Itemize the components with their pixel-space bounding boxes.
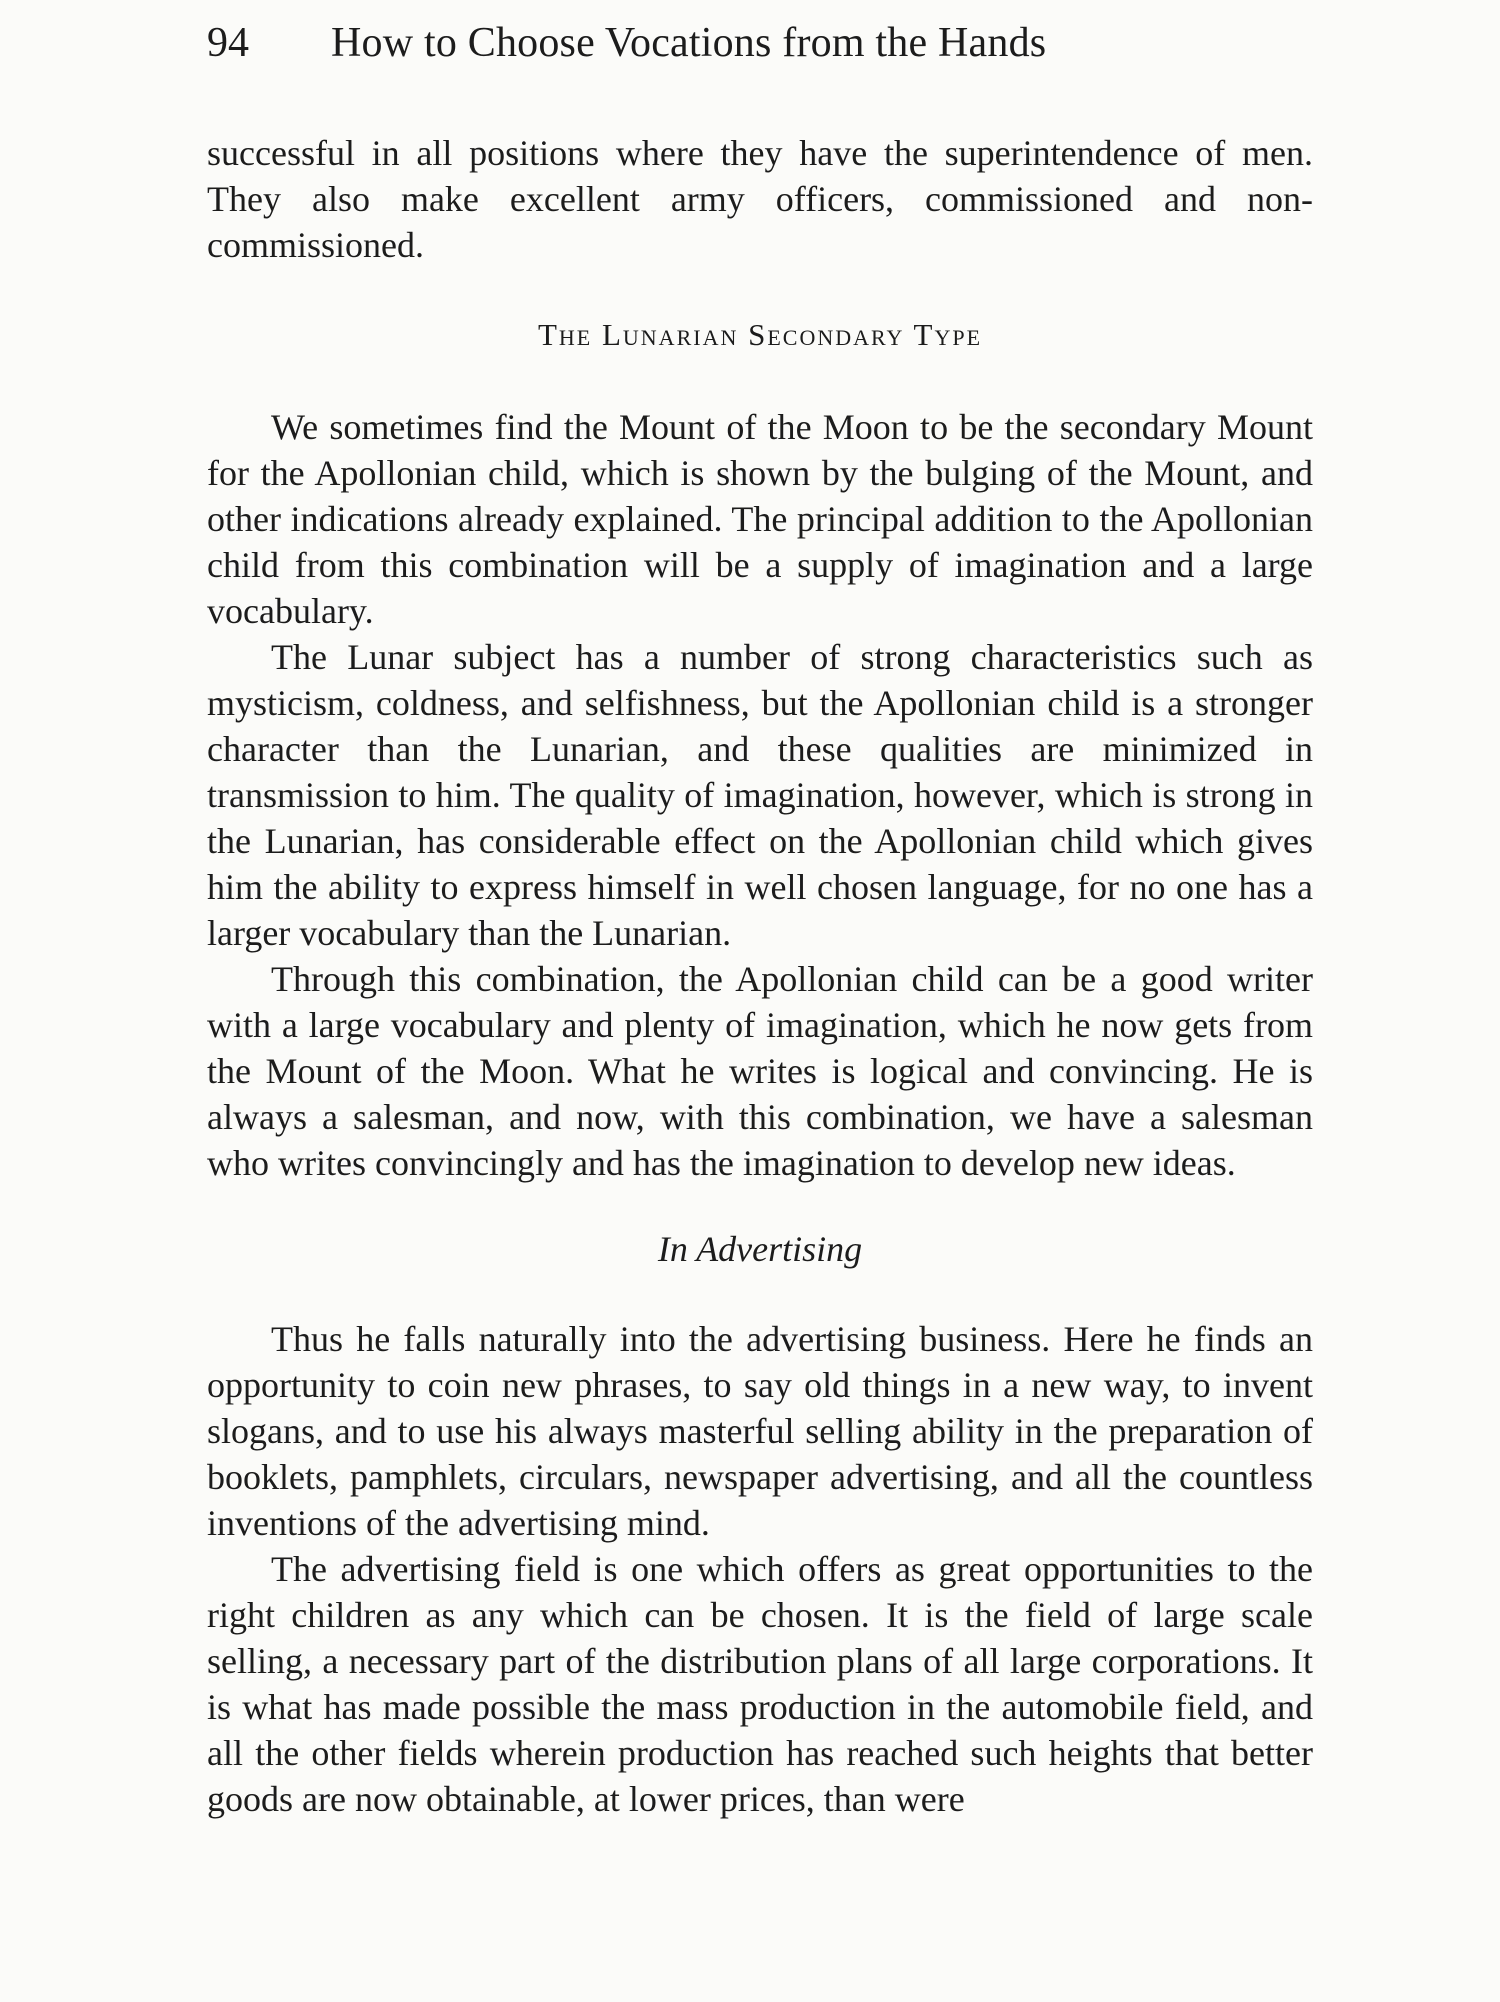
paragraph-3: Through this combination, the Apollonian child can be a good writer with a large vocabulary and plenty of imagination, which he now gets from the Mount of the Moon. What he writes is logical and convincing. He is always a salesman, and now, with this combination, we have a salesman who writes convincingly and has the imagination to develop new ideas. bbox=[207, 959, 1313, 1183]
book-title: How to Choose Vocations from the Hands bbox=[331, 20, 1047, 66]
paragraph-5: The advertising field is one which offers as great opportunities to the right children as any which can be chosen. It is the field of large scale selling, a necessary part of the distribution plans of all large corporations. It is what has made possible the mass production in the automobile field, and all the other fields wherein production has reached such heights that better goods are now obtainable, at lower prices, than were bbox=[207, 1549, 1313, 1819]
running-head bbox=[207, 20, 1313, 80]
text-block bbox=[207, 20, 1313, 1822]
paragraph-1: We sometimes find the Mount of the Moon to be the secondary Mount for the Apollonian child, which is shown by the bulging of the Mount, and other indications already explained. The principal addition to the Apollonian child from this combination will be a supply of imagination and a large vocabulary. bbox=[207, 407, 1313, 631]
section-heading: The Lunarian Secondary Type bbox=[537, 317, 983, 352]
paragraph-2: The Lunar subject has a number of strong characteristics such as mysticism, coldness, and selfishness, but the Apollonian child is a stronger character than the Lunarian, and these qualities are minimized in transmission to him. The quality of imagination, however, which is strong in the Lunarian, has considerable effect on the Apollonian child which gives him the ability to express himself in well chosen language, for no one has a larger vocabulary than the Lunarian. bbox=[207, 637, 1313, 953]
page-number: 94 bbox=[207, 20, 249, 66]
continuation-paragraph: successful in all positions where they have the superintendence of men. They also make excellent army officers, commissioned and non-commissioned. bbox=[207, 133, 1313, 265]
paragraph-4: Thus he falls naturally into the advertising business. Here he finds an opportunity to coin new phrases, to say old things in a new way, to invent slogans, and to use his always masterful selling ability in the preparation of booklets, pamphlets, circulars, newspaper advertising, and all the countless inventions of the advertising mind. bbox=[207, 1319, 1313, 1543]
subheading: In Advertising bbox=[657, 1229, 863, 1269]
